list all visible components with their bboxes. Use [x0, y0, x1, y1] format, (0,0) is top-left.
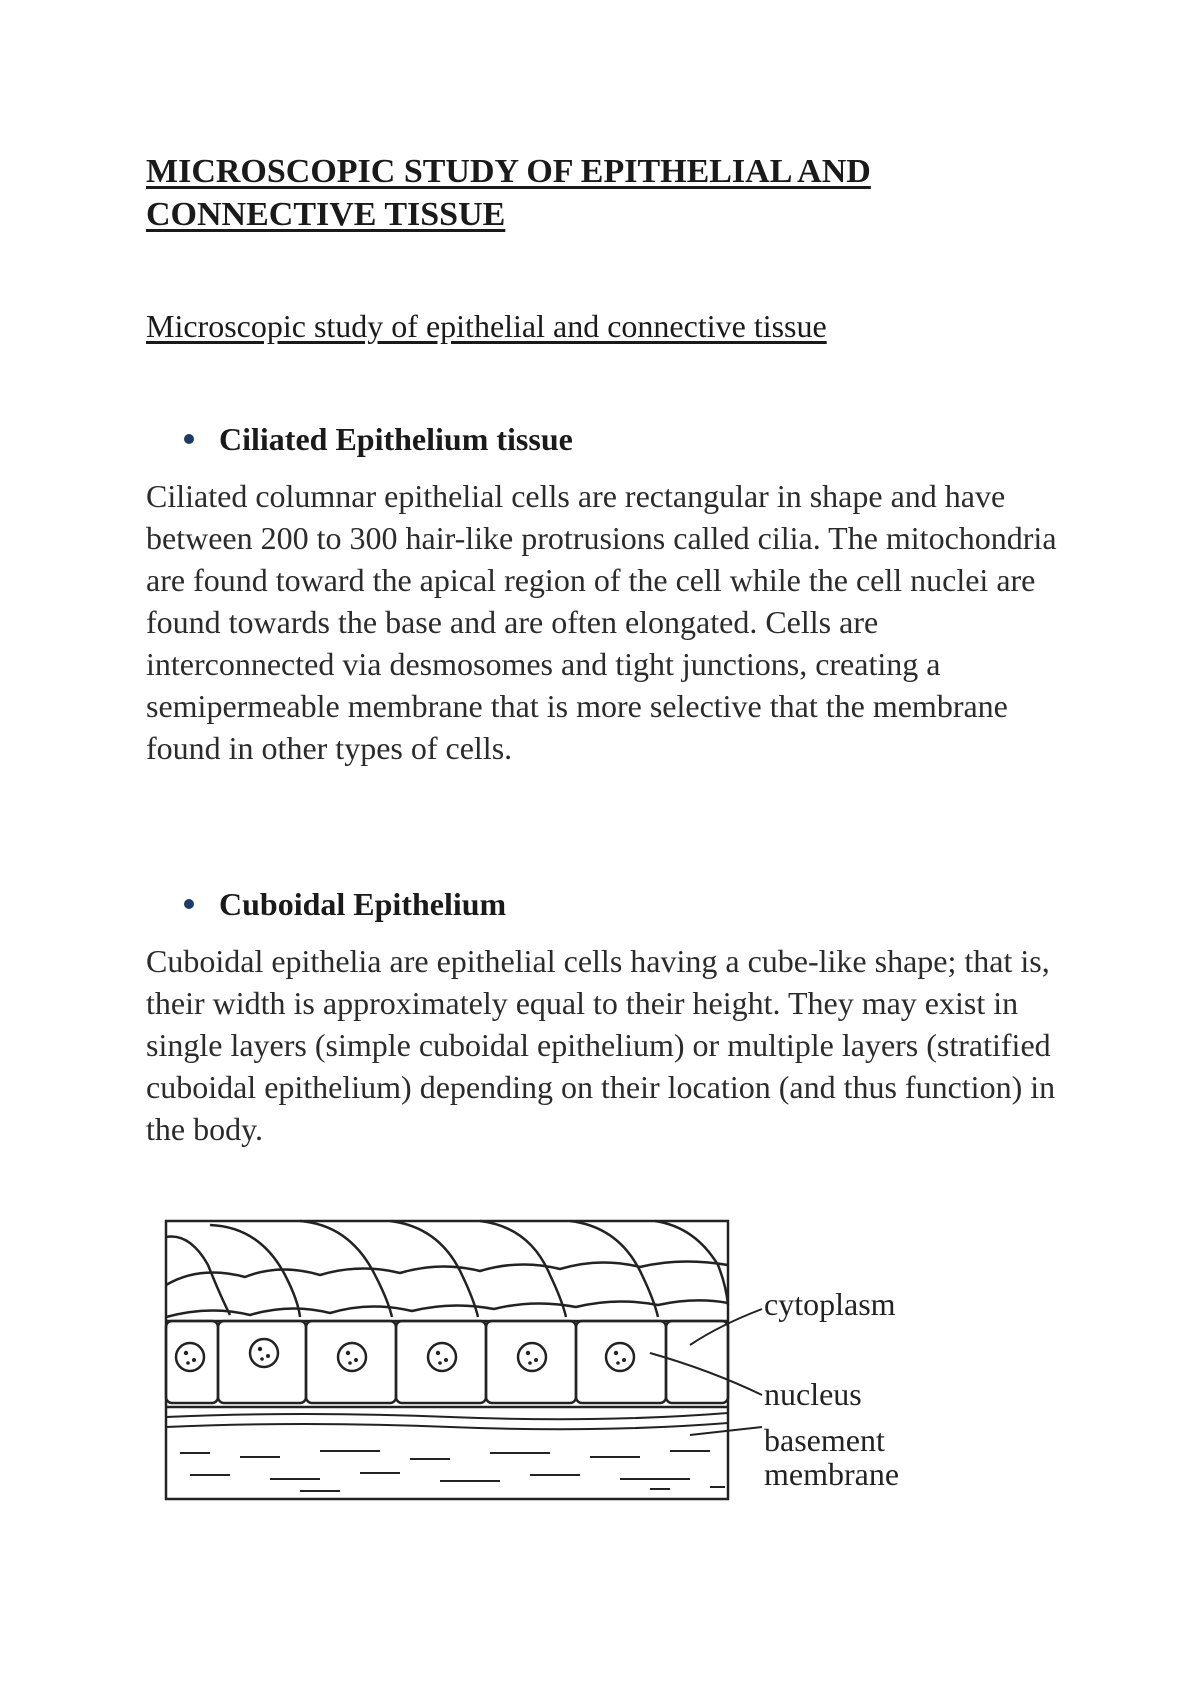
section-body-cuboidal: Cuboidal epithelia are epithelial cells having a cube-like shape; that is, their width is approximately equal to their height. They may exist in single layers (simple cuboidal epithelium) or multiple layers (stratified cuboidal epithelium) depending on their location (and thus function) in the body.	[146, 943, 1056, 1147]
label-nucleus: nucleus	[764, 1376, 862, 1412]
label-cytoplasm: cytoplasm	[764, 1286, 896, 1322]
cuboidal-epithelium-illustration	[150, 1205, 960, 1515]
nucleus-icon	[606, 1343, 634, 1371]
bullet-icon	[184, 434, 194, 444]
page-subtitle: Microscopic study of epithelial and connective tissue	[146, 308, 827, 344]
section-heading-ciliated	[184, 419, 573, 459]
cuboidal-epithelium-figure	[150, 1205, 960, 1515]
label-membrane: membrane	[764, 1456, 900, 1492]
nucleus-icon	[518, 1343, 546, 1371]
nucleus-icon	[428, 1343, 456, 1371]
page-title: MICROSCOPIC STUDY OF EPITHELIAL AND CONNECTIVE TISSUE	[146, 153, 871, 233]
nucleus-icon	[338, 1343, 366, 1371]
section-heading-text: Cuboidal Epithelium	[219, 886, 507, 922]
nucleus-icon	[176, 1343, 204, 1371]
bullet-icon	[184, 899, 194, 909]
section-body-ciliated: Ciliated columnar epithelial cells are rectangular in shape and have between 200 to 300 hair-like protrusions called cilia. The mitochondria are found toward the apical region of the cell while the cell nuclei are found towards the base and are often elongated. Cells are interconnected via desmosomes and tight junctions, creating a semipermeable membrane that is more selective that the membrane found in other types of cells.	[146, 478, 1057, 766]
label-basement: basement	[764, 1422, 885, 1458]
nucleus-icon	[250, 1339, 278, 1367]
section-heading-cuboidal	[184, 884, 506, 924]
section-heading-text: Ciliated Epithelium tissue	[219, 421, 573, 457]
